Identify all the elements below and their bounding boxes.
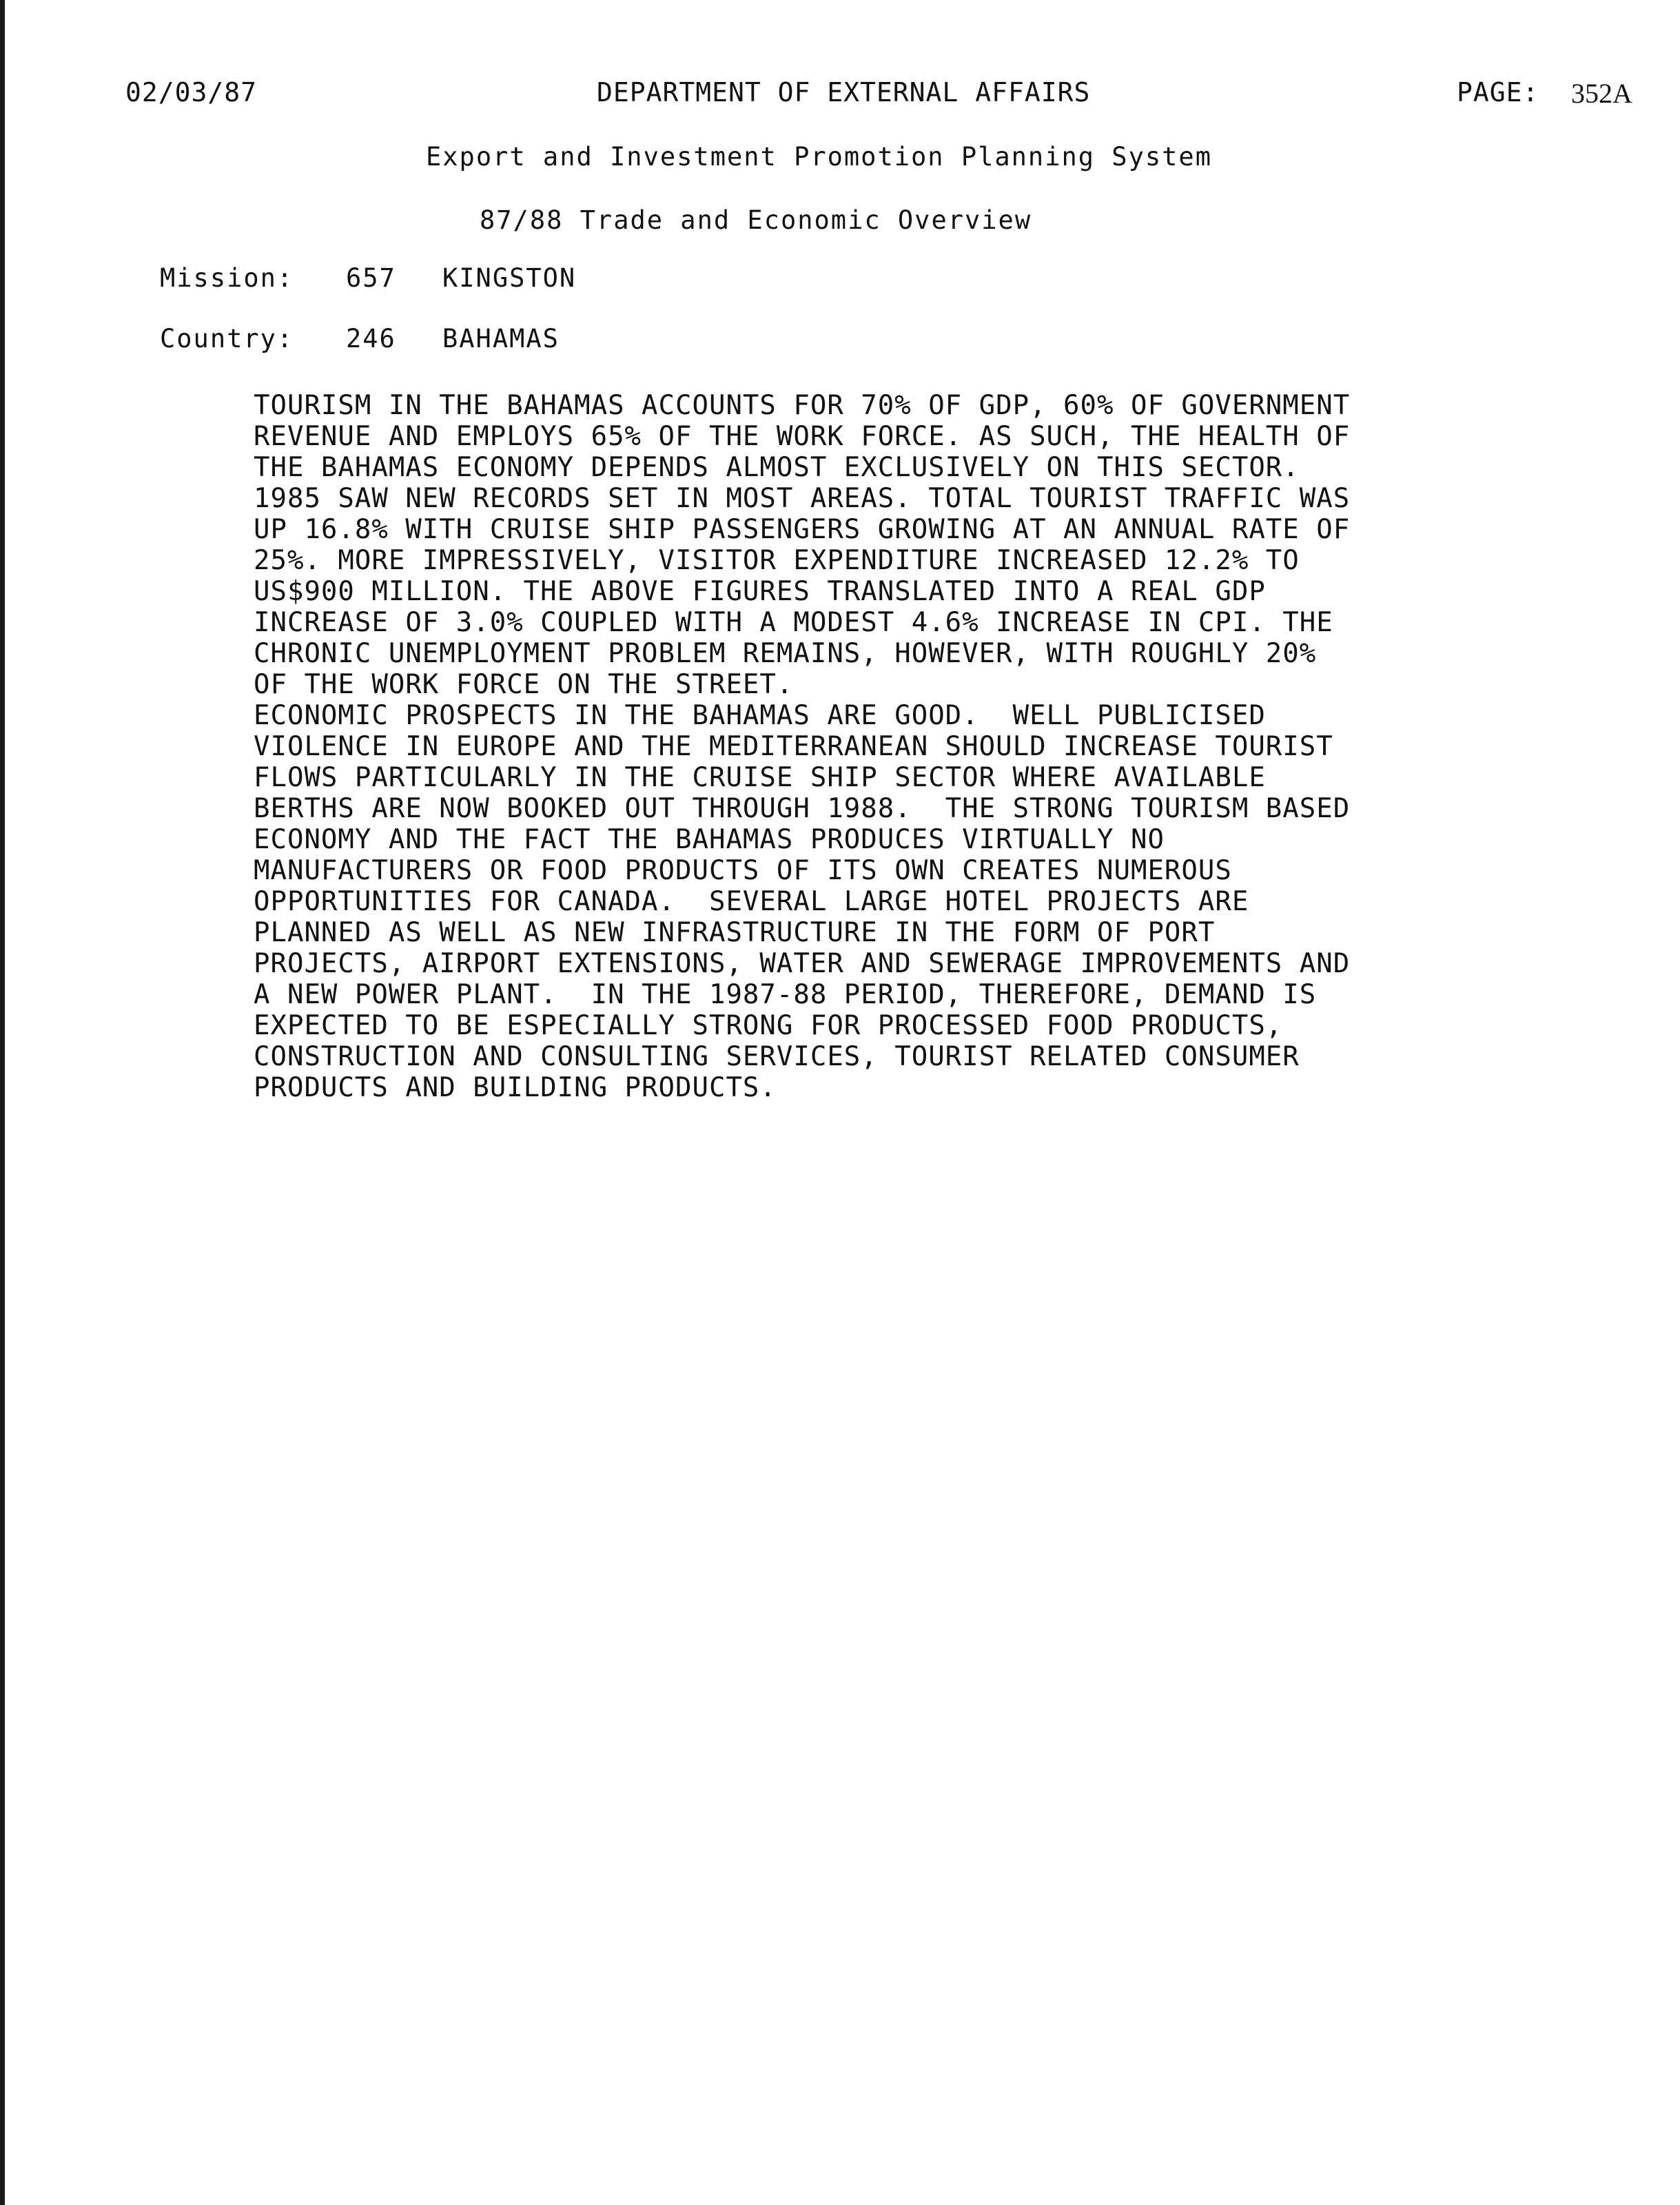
page-number: 352A bbox=[1571, 78, 1632, 109]
page-label: PAGE: bbox=[1457, 77, 1539, 107]
body-line: 25%. MORE IMPRESSIVELY, VISITOR EXPENDITURE INCREASED 12.2% TO bbox=[254, 545, 1300, 576]
body-line: US$900 MILLION. THE ABOVE FIGURES TRANSLATED INTO A REAL GDP bbox=[254, 576, 1266, 607]
country-name: BAHAMAS bbox=[442, 324, 560, 353]
body-line: PROJECTS, AIRPORT EXTENSIONS, WATER AND SEWERAGE IMPROVEMENTS AND bbox=[254, 948, 1351, 979]
body-line: ECONOMY AND THE FACT THE BAHAMAS PRODUCES VIRTUALLY NO bbox=[254, 824, 1165, 855]
body-line: CHRONIC UNEMPLOYMENT PROBLEM REMAINS, HOWEVER, WITH ROUGHLY 20% bbox=[254, 638, 1317, 669]
body-line: CONSTRUCTION AND CONSULTING SERVICES, TOURIST RELATED CONSUMER bbox=[254, 1041, 1300, 1072]
body-line: THE BAHAMAS ECONOMY DEPENDS ALMOST EXCLUSIVELY ON THIS SECTOR. bbox=[254, 452, 1300, 483]
mission-label: Mission: bbox=[160, 263, 294, 293]
body-line: EXPECTED TO BE ESPECIALLY STRONG FOR PROCESSED FOOD PRODUCTS, bbox=[254, 1010, 1283, 1041]
mission-code: 657 bbox=[346, 263, 396, 293]
page-left-border bbox=[0, 0, 5, 2205]
mission-name: KINGSTON bbox=[442, 263, 577, 293]
body-line: REVENUE AND EMPLOYS 65% OF THE WORK FORCE. AS SUCH, THE HEALTH OF bbox=[254, 421, 1351, 452]
body-line: ECONOMIC PROSPECTS IN THE BAHAMAS ARE GOOD. WELL PUBLICISED bbox=[254, 700, 1266, 731]
body-line: MANUFACTURERS OR FOOD PRODUCTS OF ITS OWN CREATES NUMEROUS bbox=[254, 855, 1232, 886]
country-field bbox=[160, 324, 560, 353]
body-line: BERTHS ARE NOW BOOKED OUT THROUGH 1988. THE STRONG TOURISM BASED bbox=[254, 793, 1351, 824]
overview-title: 87/88 Trade and Economic Overview bbox=[480, 205, 1032, 235]
body-line: PLANNED AS WELL AS NEW INFRASTRUCTURE IN THE FORM OF PORT bbox=[254, 917, 1216, 948]
body-line: OF THE WORK FORCE ON THE STREET. bbox=[254, 669, 794, 700]
body-line: PRODUCTS AND BUILDING PRODUCTS. bbox=[254, 1072, 777, 1103]
country-code: 246 bbox=[346, 324, 396, 353]
body-line: OPPORTUNITIES FOR CANADA. SEVERAL LARGE HOTEL PROJECTS ARE bbox=[254, 886, 1249, 917]
report-date: 02/03/87 bbox=[125, 77, 258, 107]
body-line: FLOWS PARTICULARLY IN THE CRUISE SHIP SECTOR WHERE AVAILABLE bbox=[254, 762, 1266, 793]
body-line: INCREASE OF 3.0% COUPLED WITH A MODEST 4.6% INCREASE IN CPI. THE bbox=[254, 607, 1333, 638]
overview-body-text bbox=[254, 390, 1563, 1103]
body-line: VIOLENCE IN EUROPE AND THE MEDITERRANEAN SHOULD INCREASE TOURIST bbox=[254, 731, 1333, 762]
department-name: DEPARTMENT OF EXTERNAL AFFAIRS bbox=[597, 77, 1091, 107]
body-line: UP 16.8% WITH CRUISE SHIP PASSENGERS GROWING AT AN ANNUAL RATE OF bbox=[254, 514, 1351, 545]
system-title: Export and Investment Promotion Planning System bbox=[426, 142, 1212, 172]
body-line: 1985 SAW NEW RECORDS SET IN MOST AREAS. TOTAL TOURIST TRAFFIC WAS bbox=[254, 483, 1351, 514]
country-label: Country: bbox=[160, 324, 294, 353]
mission-field bbox=[160, 263, 576, 293]
body-line: TOURISM IN THE BAHAMAS ACCOUNTS FOR 70% OF GDP, 60% OF GOVERNMENT bbox=[254, 390, 1351, 421]
body-line: A NEW POWER PLANT. IN THE 1987-88 PERIOD, THEREFORE, DEMAND IS bbox=[254, 979, 1317, 1010]
